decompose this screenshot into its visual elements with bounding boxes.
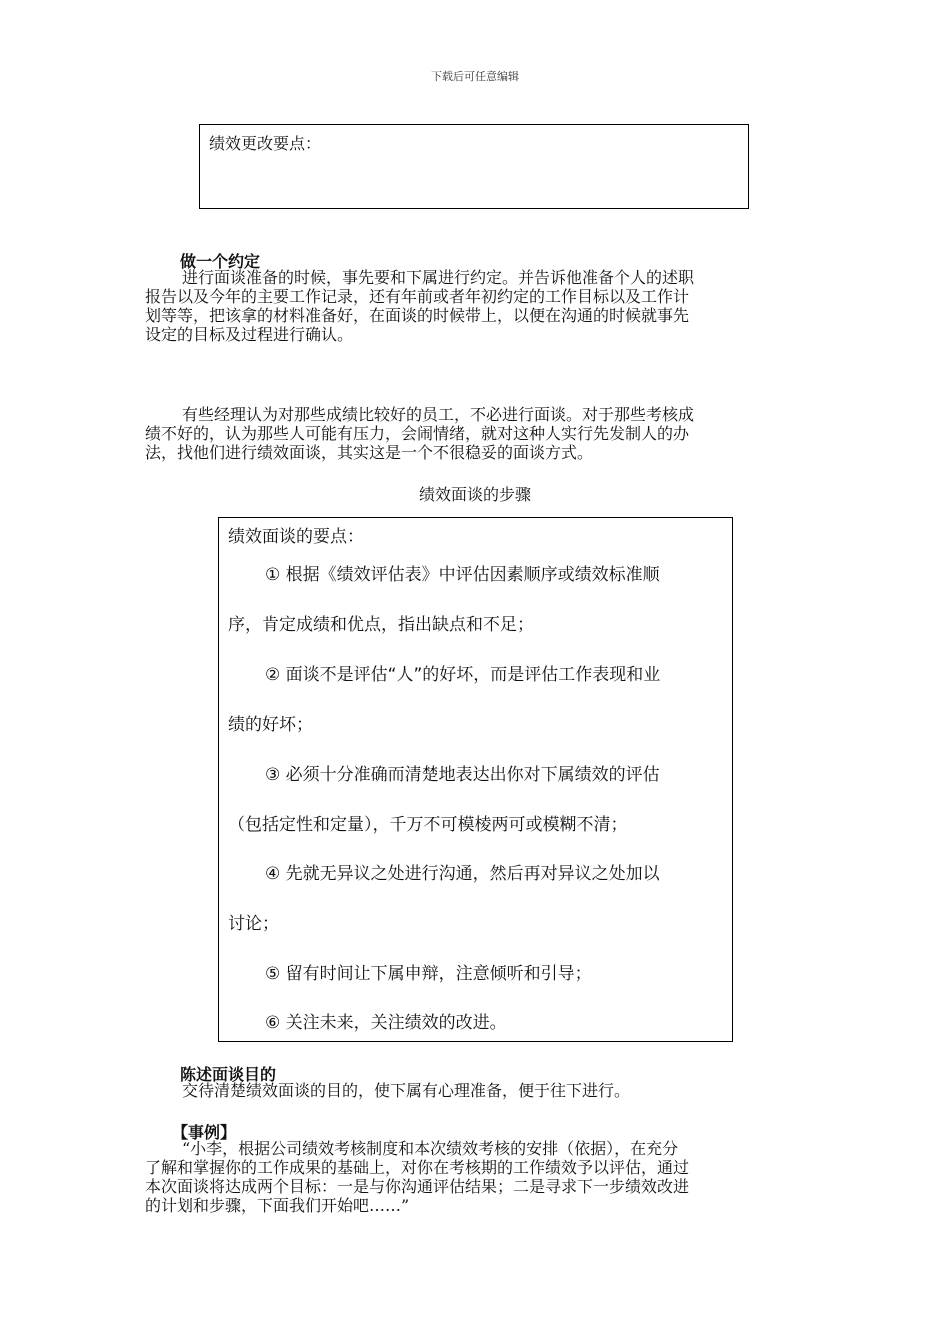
key-point-line: 绩的好坏；	[228, 715, 313, 735]
purpose-line: 交待清楚绩效面谈的目的，使下属有心理准备，便于往下进行。	[182, 1081, 631, 1100]
example-heading: 【事例】	[172, 1123, 237, 1142]
paragraph-line: 设定的目标及过程进行确认。	[145, 325, 354, 344]
key-point-line: ⑥ 关注未来，关注绩效的改进。	[265, 1013, 507, 1033]
paragraph-line: “小李，根据公司绩效考核制度和本次绩效考核的安排（依据），在充分	[182, 1139, 679, 1158]
paragraph-line: 法，找他们进行绩效面谈，其实这是一个不很稳妥的面谈方式。	[145, 443, 594, 462]
performance-change-box	[199, 124, 749, 209]
page-header: 下载后可任意编辑	[431, 70, 519, 83]
manager-paragraph	[145, 405, 805, 462]
key-point-line: ① 根据《绩效评估表》中评估因素顺序或绩效标准顺	[265, 565, 660, 585]
paragraph-line: 有些经理认为对那些成绩比较好的员工，不必进行面谈。对于那些考核成	[182, 405, 695, 424]
paragraph-line: 进行面谈准备的时候，事先要和下属进行约定。并告诉他准备个人的述职	[182, 268, 695, 287]
key-point-line: ② 面谈不是评估“人”的好坏，而是评估工作表现和业	[265, 665, 661, 685]
section-heading-appointment: 做一个约定	[180, 252, 261, 271]
paragraph-line: 报告以及今年的主要工作记录，还有年前或者年初约定的工作目标以及工作计	[145, 287, 690, 306]
example-paragraph	[145, 1139, 805, 1215]
key-point-line: 讨论；	[228, 914, 279, 934]
paragraph-line: 了解和掌握你的工作成果的基础上，对你在考核期的工作绩效予以评估，通过	[145, 1158, 690, 1177]
paragraph-line: 本次面谈将达成两个目标：一是与你沟通评估结果；二是寻求下一步绩效改进	[145, 1177, 690, 1196]
paragraph-line: 的计划和步骤，下面我们开始吧……”	[145, 1196, 410, 1215]
paragraph-line: 绩不好的，认为那些人可能有压力，会闹情绪，就对这种人实行先发制人的办	[145, 424, 690, 443]
steps-title: 绩效面谈的步骤	[418, 485, 531, 504]
key-point-line: 序，肯定成绩和优点，指出缺点和不足；	[228, 615, 534, 635]
change-box-label: 绩效更改要点：	[209, 134, 322, 153]
key-point-line: ⑤ 留有时间让下属申辩，注意倾听和引导；	[265, 964, 592, 984]
key-point-line: （包括定性和定量），千万不可模棱两可或模糊不清；	[228, 815, 628, 835]
appointment-paragraph	[145, 268, 805, 344]
key-points-title: 绩效面谈的要点：	[228, 527, 364, 547]
key-point-line: ③ 必须十分准确而清楚地表达出你对下属绩效的评估	[265, 765, 660, 785]
key-point-line: ④ 先就无异议之处进行沟通，然后再对异议之处加以	[265, 864, 660, 884]
paragraph-line: 划等等，把该拿的材料准备好，在面谈的时候带上，以便在沟通的时候就事先	[145, 306, 690, 325]
section-heading-purpose: 陈述面谈目的	[180, 1065, 277, 1084]
key-points-box	[218, 517, 733, 1042]
